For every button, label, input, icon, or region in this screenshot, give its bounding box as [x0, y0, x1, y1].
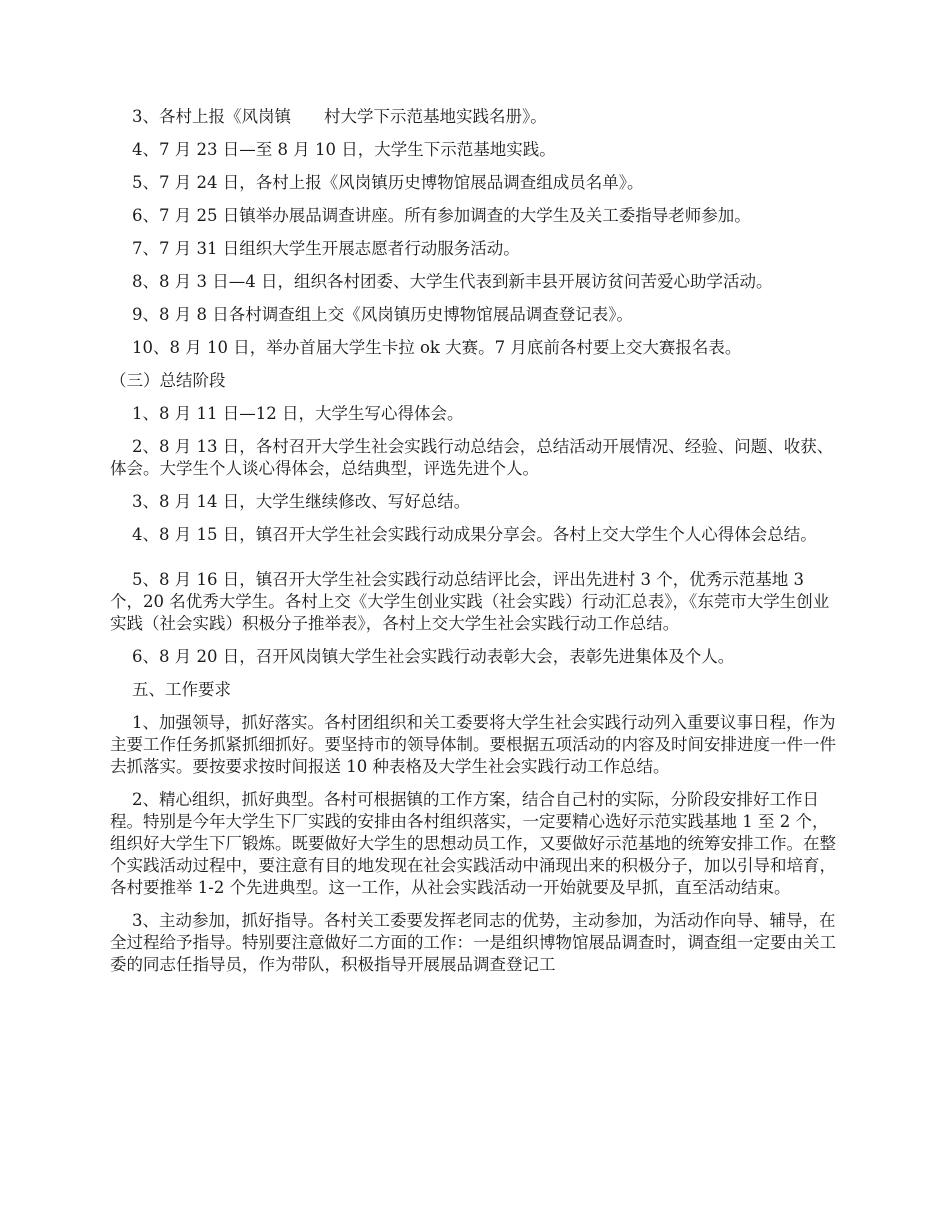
section-heading: （三）总结阶段: [110, 371, 226, 390]
paragraph: 5、8 月 16 日，镇召开大学生社会实践行动总结评比会，评出先进村 3 个，优秀示范基地 3 个，20 名优秀大学生。各村上交《大学生创业实践（社会实践）行动汇总表》，《东莞市大学生创业实践（社会实践）积极分子推举表》，各村上交大学生社会实践行动工作总结。: [110, 570, 830, 633]
paragraph: 2、8 月 13 日，各村召开大学生社会实践行动总结会，总结活动开展情况、经验、问题、收获、体会。大学生个人谈心得体会，总结典型，评选先进个人。: [110, 437, 834, 478]
paragraph: 1、加强领导，抓好落实。各村团组织和关工委要将大学生社会实践行动列入重要议事日程，作为主要工作任务抓紧抓细抓好。要坚持市的领导体制。要根据五项活动的内容及时间安排进度一件一件去抓落实。要按要求按时间报送 10 种表格及大学生社会实践行动工作总结。: [110, 713, 836, 776]
paragraph: 7、7 月 31 日组织大学生开展志愿者行动服务活动。: [132, 239, 520, 258]
paragraph: 10、8 月 10 日，举办首届大学生卡拉 ok 大赛。7 月底前各村要上交大赛报名表。: [132, 338, 742, 357]
paragraph: 5、7 月 24 日，各村上报《风岗镇历史博物馆展品调查组成员名单》。: [132, 173, 644, 192]
paragraph: 3、各村上报《风岗镇 村大学下示范基地实践名册》。: [132, 107, 547, 126]
paragraph: 6、7 月 25 日镇举办展品调查讲座。所有参加调查的大学生及关工委指导老师参加。: [132, 206, 751, 225]
paragraph: 3、主动参加，抓好指导。各村关工委要发挥老同志的优势，主动参加，为活动作向导、辅导，在全过程给予指导。特别要注意做好二方面的工作：一是组织博物馆展品调查时，调查组一定要由关工委的同志任指导员，作为带队，积极指导开展展品调查登记工: [110, 911, 836, 974]
paragraph: 2、精心组织，抓好典型。各村可根据镇的工作方案，结合自己村的实际，分阶段安排好工作日程。特别是今年大学生下厂实践的安排由各村组织落实，一定要精心选好示范实践基地 1 至 2 个，组织好大学生下厂锻炼。既要做好大学生的思想动员工作，又要做好示范基地的统筹安排工作。在整个实践活动过程中，要注意有目的地发现在社会实践活动中涌现出来的积极分子，加以引导和培育，各村要推举 1-2 个先进典型。这一工作，从社会实践活动一开始就要及早抓，直至活动结束。: [110, 790, 836, 897]
paragraph: 4、8 月 15 日，镇召开大学生社会实践行动成果分享会。各村上交大学生个人心得体会总结。: [132, 525, 817, 544]
paragraph: 9、8 月 8 日各村调查组上交《风岗镇历史博物馆展品调查登记表》。: [132, 305, 633, 324]
paragraph: 4、7 月 23 日—至 8 月 10 日，大学生下示范基地实践。: [132, 140, 556, 159]
paragraph: 3、8 月 14 日，大学生继续修改、写好总结。: [132, 492, 471, 511]
paragraph: 6、8 月 20 日，召开风岗镇大学生社会实践行动表彰大会，表彰先进集体及个人。: [132, 647, 735, 666]
paragraph: 1、8 月 11 日—12 日，大学生写心得体会。: [132, 404, 464, 423]
document-page: [110, 106, 840, 976]
paragraph: 8、8 月 3 日—4 日，组织各村团委、大学生代表到新丰县开展访贫问苦爱心助学活动。: [132, 272, 773, 291]
paragraph: 五、工作要求: [132, 680, 231, 699]
